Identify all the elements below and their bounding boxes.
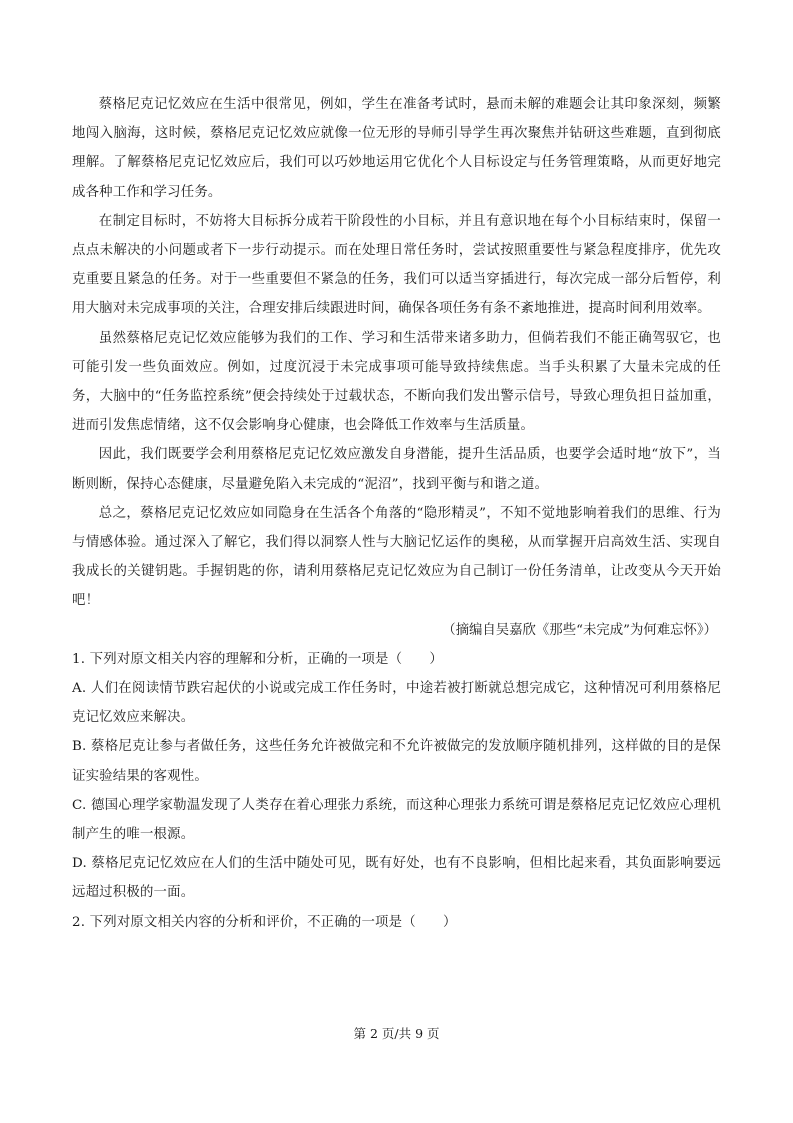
question-1 — [72, 645, 721, 908]
option-d: D. 蔡格尼克记忆效应在人们的生活中随处可见，既有好处，也有不良影响，但相比起来看，其负面影响要远远超过积极的一面。 — [72, 856, 721, 901]
page-number-footer: 第 2 页/共 9 页 — [353, 1026, 440, 1041]
option-b: B. 蔡格尼克让参与者做任务，这些任务允许被做完和不允许被做完的发放顺序随机排列，这样做的目的是保证实验结果的客观性。 — [72, 739, 721, 784]
question-2 — [72, 908, 721, 937]
paragraph-5: 总之，蔡格尼克记忆效应如同隐身在生活各个角落的“隐形精灵”，不知不觉地影响着我们的思维、行为与情感体验。通过深入了解它，我们得以洞察人性与大脑记忆运作的奥秘，从而掌握开启高效生活、实现自我成长的关键钥匙。手握钥匙的你，请利用蔡格尼克记忆效应为自己制订一份任务清单，让改变从今天开始吧！ — [72, 505, 721, 609]
question-stem: 2. 下列对原文相关内容的分析和评价，不正确的一项是（ ） — [72, 914, 457, 930]
document-page — [72, 90, 721, 937]
option-c: C. 德国心理学家勒温发现了人类存在着心理张力系统，而这种心理张力系统可谓是蔡格尼克记忆效应心理机制产生的唯一根源。 — [72, 797, 721, 843]
paragraph-3: 虽然蔡格尼克记忆效应能够为我们的工作、学习和生活带来诸多助力，但倘若我们不能正确驾驭它，也可能引发一些负面效应。例如，过度沉浸于未完成事项可能导致持续焦虑。当手头积累了大量未完成的任务，大脑中的“任务监控系统”便会持续处于过载状态，不断向我们发出警示信号，导致心理负担日益加重，进而引发焦虑情绪，这不仅会影响身心健康，也会降低工作效率与生活质量。 — [72, 330, 721, 434]
source-citation: （摘编自吴嘉欣《那些“未完成”为何难忘怀》） — [442, 622, 717, 638]
paragraph-1: 蔡格尼克记忆效应在生活中很常见，例如，学生在准备考试时，悬而未解的难题会让其印象深刻，频繁地闯入脑海，这时候，蔡格尼克记忆效应就像一位无形的导师引导学生再次聚焦并钻研这些难题，直到彻底理解。了解蔡格尼克记忆效应后，我们可以巧妙地运用它优化个人目标设定与任务管理策略，从而更好地完成各种工作和学习任务。 — [72, 97, 721, 200]
question-stem: 1. 下列对原文相关内容的理解和分析，正确的一项是（ ） — [72, 651, 443, 667]
option-a: A. 人们在阅读情节跌宕起伏的小说或完成工作任务时，中途若被打断就总想完成它，这种情况可利用蔡格尼克记忆效应来解决。 — [72, 681, 721, 726]
paragraph-2: 在制定目标时，不妨将大目标拆分成若干阶段性的小目标，并且有意识地在每个小目标结束时，保留一点点未解决的小问题或者下一步行动提示。而在处理日常任务时，尝试按照重要性与紧急程度排序，优先攻克重要且紧急的任务。对于一些重要但不紧急的任务，我们可以适当穿插进行，每次完成一部分后暂停，利用大脑对未完成事项的关注，合理安排后续跟进时间，确保各项任务有条不紊地推进，提高时间利用效率。 — [72, 213, 721, 317]
article-body — [72, 90, 721, 645]
paragraph-4: 因此，我们既要学会利用蔡格尼克记忆效应激发自身潜能，提升生活品质，也要学会适时地“放下”，当断则断，保持心态健康，尽量避免陷入未完成的“泥沼”，找到平衡与和谐之道。 — [72, 447, 721, 492]
